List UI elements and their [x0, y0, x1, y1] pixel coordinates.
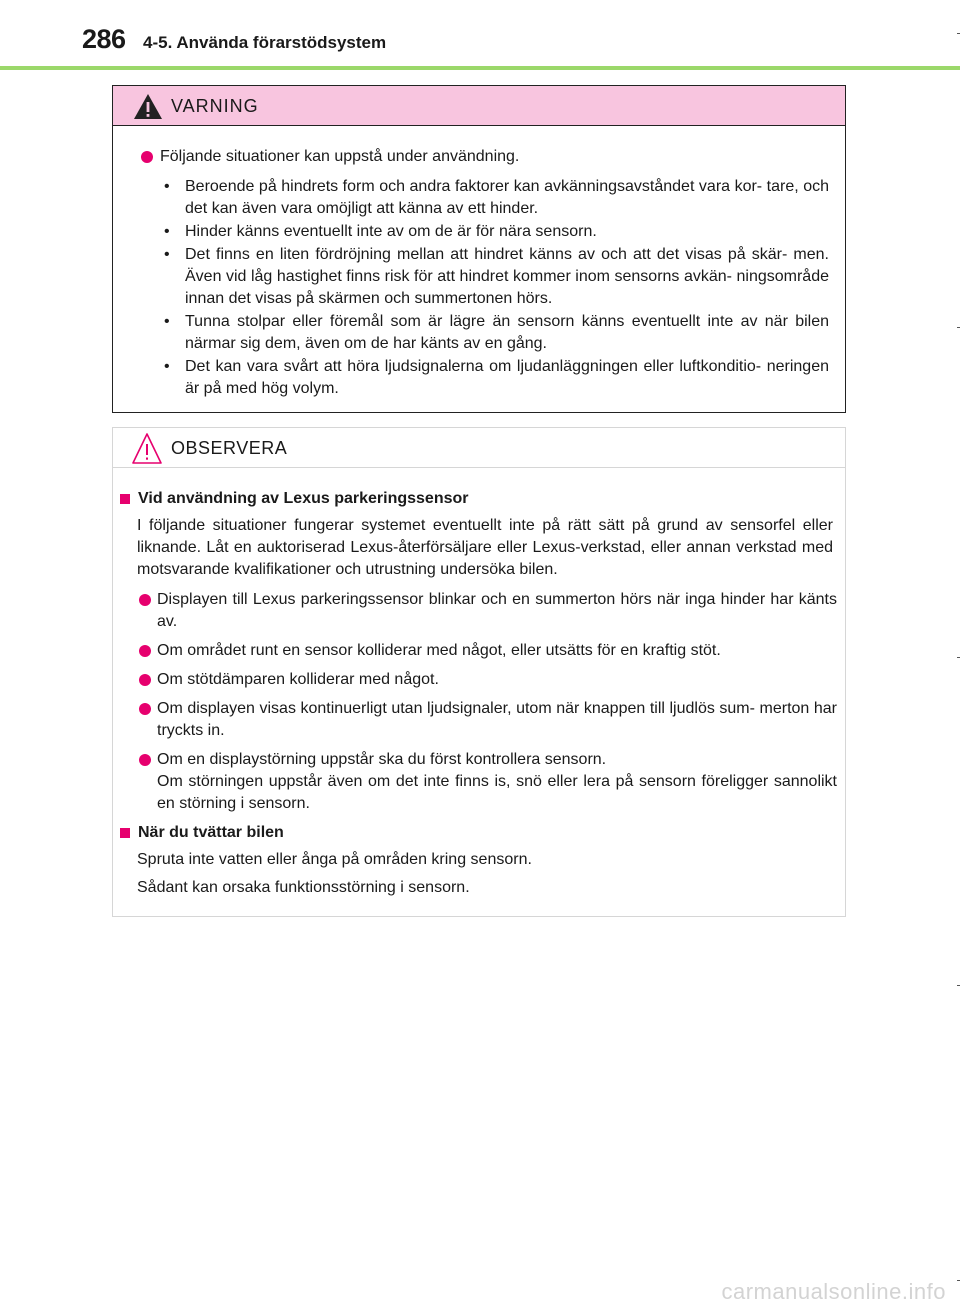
warning-title: VARNING — [171, 96, 259, 116]
circle-bullet-icon — [139, 645, 151, 657]
subsection-heading: När du tvättar bilen — [120, 822, 837, 844]
notice-item-extra: Om störningen uppstår även om det inte finns is, snö eller lera på sensorn föreligger sannolikt en störning i sensorn. — [157, 773, 837, 812]
notice-item: Om displayen visas kontinuerligt utan ljudsignaler, utom när knappen till ljudlös sum- merton har tryckts in. — [120, 698, 837, 742]
bullet-dot: • — [164, 246, 170, 263]
bullet-dot: • — [164, 223, 170, 240]
notice-item: Om en displaystörning uppstår ska du först kontrollera sensorn. Om störningen uppstår även om det inte finns is, snö eller lera på sensorn föreligger sannolikt en störning i sensorn. — [120, 749, 837, 815]
warning-triangle-icon — [133, 93, 163, 120]
bullet-dot: • — [164, 358, 170, 375]
subsection-heading: Vid användning av Lexus parkeringssensor — [120, 488, 837, 510]
notice-header — [113, 428, 845, 468]
header-rule — [0, 66, 960, 70]
notice-intro: I följande situationer fungerar systemet eventuellt inte på rätt sätt på grund av sensorfel eller liknande. Låt en auktoriserad Lexus-återförsäljare eller Lexus-verkstad, eller annan verkstad med motsvarande kvalifikationer och utrustning undersöka bilen. — [137, 517, 833, 578]
warning-list — [141, 176, 829, 400]
notice-item: Om området runt en sensor kolliderar med något, eller utsätts för en kraftig stöt. — [120, 640, 837, 662]
square-bullet-icon — [120, 494, 130, 504]
warning-body — [113, 126, 845, 400]
notice-item: Om stötdämparen kolliderar med något. — [120, 669, 837, 691]
notice-body — [113, 468, 845, 899]
notice-line: Sådant kan orsaka funktionsstörning i sensorn. — [137, 879, 470, 896]
list-item: • Det finns en liten fördröjning mellan att hindret känns av och att det visas på skär- men. Även vid låg hastighet finns risk för att hindret kommer inom sensorns avkän- ningsområde innan det visas på skärmen och summertonen hörs. — [164, 246, 829, 307]
circle-bullet-icon — [139, 674, 151, 686]
warning-header — [113, 86, 845, 126]
warning-lead-text: Följande situationer kan uppstå under användning. — [160, 148, 520, 165]
warning-box — [112, 85, 846, 413]
page-number: 286 — [82, 24, 126, 54]
list-item: • Det kan vara svårt att höra ljudsignalerna om ljudanläggningen eller luftkonditio- neringen är på med hög volym. — [164, 358, 829, 397]
bullet-dot: • — [164, 178, 170, 195]
square-bullet-icon — [120, 828, 130, 838]
warning-lead — [141, 146, 829, 168]
caution-triangle-icon — [131, 432, 163, 465]
notice-box — [112, 427, 846, 917]
list-item: • Hinder känns eventuellt inte av om de är för nära sensorn. — [160, 221, 829, 243]
watermark: carmanualsonline.info — [721, 1279, 946, 1304]
notice-item: Displayen till Lexus parkeringssensor blinkar och en summerton hörs när inga hinder har känts av. — [120, 589, 837, 633]
list-item: • Tunna stolpar eller föremål som är lägre än sensorn känns eventuellt inte av när bilen närmar sig dem, även om de har känts av en gång. — [164, 313, 829, 352]
notice-line: Spruta inte vatten eller ånga på områden kring sensorn. — [137, 851, 532, 868]
section-title: 4-5. Använda förarstödsystem — [143, 33, 387, 52]
circle-bullet-icon — [139, 594, 151, 606]
page-header — [0, 0, 960, 70]
list-item: • Beroende på hindrets form och andra faktorer kan avkänningsavståndet vara kor- tare, och det kan även vara omöjligt att känna av ett hinder. — [164, 178, 829, 217]
circle-bullet-icon — [139, 703, 151, 715]
bullet-dot: • — [164, 313, 170, 330]
notice-title: OBSERVERA — [171, 438, 288, 458]
circle-bullet-icon — [139, 754, 151, 766]
circle-bullet-icon — [141, 151, 153, 163]
